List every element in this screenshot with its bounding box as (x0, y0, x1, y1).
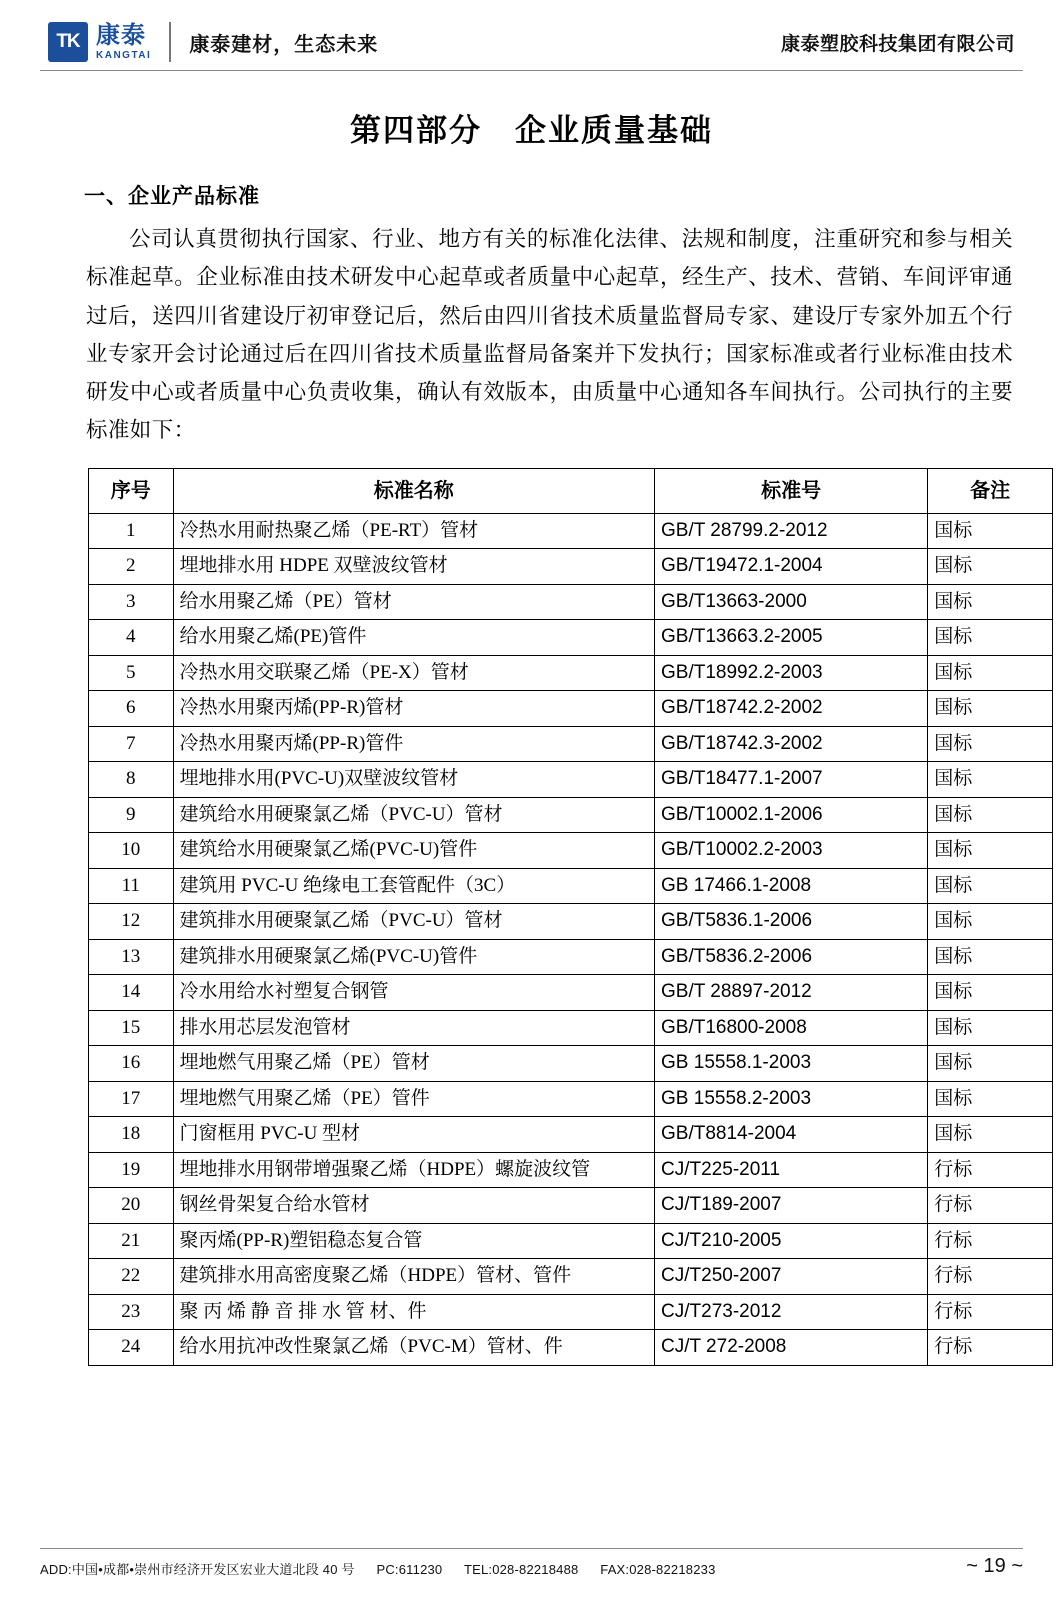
table-row (89, 691, 1053, 727)
table-cell-name: 埋地燃气用聚乙烯（PE）管件 (173, 1081, 654, 1117)
standards-table (88, 468, 1053, 1366)
table-cell-no: 16 (89, 1046, 174, 1082)
table-cell-note: 国标 (928, 655, 1053, 691)
table-cell-name: 聚丙烯(PP-R)塑铝稳态复合管 (173, 1223, 654, 1259)
table-cell-note: 国标 (928, 1081, 1053, 1117)
table-cell-code: GB/T8814-2004 (655, 1117, 928, 1153)
table-cell-note: 行标 (928, 1259, 1053, 1295)
column-header-code: 标准号 (655, 468, 928, 513)
table-cell-note: 国标 (928, 584, 1053, 620)
table-cell-note: 国标 (928, 904, 1053, 940)
table-cell-no: 21 (89, 1223, 174, 1259)
section-heading: 一、企业产品标准 (84, 185, 260, 208)
table-cell-name: 冷热水用耐热聚乙烯（PE-RT）管材 (173, 513, 654, 549)
table-cell-code: GB/T10002.2-2003 (655, 833, 928, 869)
standards-table-wrap (88, 468, 1011, 1366)
table-cell-name: 建筑用 PVC-U 绝缘电工套管配件（3C） (173, 868, 654, 904)
table-cell-note: 国标 (928, 939, 1053, 975)
table-cell-no: 1 (89, 513, 174, 549)
table-cell-name: 钢丝骨架复合给水管材 (173, 1188, 654, 1224)
table-cell-code: CJ/T 272-2008 (655, 1330, 928, 1366)
table-cell-code: GB 15558.2-2003 (655, 1081, 928, 1117)
table-cell-code: GB 15558.1-2003 (655, 1046, 928, 1082)
table-row (89, 1188, 1053, 1224)
page-header (40, 0, 1023, 71)
table-cell-note: 国标 (928, 797, 1053, 833)
table-cell-name: 埋地燃气用聚乙烯（PE）管材 (173, 1046, 654, 1082)
page-number: ~ 19 ~ (966, 1555, 1023, 1577)
table-cell-code: GB/T5836.2-2006 (655, 939, 928, 975)
logo-text (96, 21, 152, 61)
table-cell-name: 给水用聚乙烯(PE)管件 (173, 620, 654, 656)
header-company-name: 康泰塑胶科技集团有限公司 (780, 33, 1015, 55)
table-cell-no: 17 (89, 1081, 174, 1117)
table-cell-note: 国标 (928, 868, 1053, 904)
table-cell-no: 4 (89, 620, 174, 656)
table-cell-note: 行标 (928, 1223, 1053, 1259)
table-cell-name: 门窗框用 PVC-U 型材 (173, 1117, 654, 1153)
table-cell-no: 13 (89, 939, 174, 975)
table-cell-note: 国标 (928, 726, 1053, 762)
standards-table-body (89, 513, 1053, 1365)
table-cell-name: 给水用抗冲改性聚氯乙烯（PVC-M）管材、件 (173, 1330, 654, 1366)
table-cell-note: 国标 (928, 513, 1053, 549)
table-cell-name: 建筑排水用硬聚氯乙烯（PVC-U）管材 (173, 904, 654, 940)
table-cell-name: 埋地排水用钢带增强聚乙烯（HDPE）螺旋波纹管 (173, 1152, 654, 1188)
table-cell-note: 行标 (928, 1294, 1053, 1330)
table-cell-name: 冷水用给水衬塑复合钢管 (173, 975, 654, 1011)
table-cell-name: 埋地排水用(PVC-U)双壁波纹管材 (173, 762, 654, 798)
table-cell-note: 国标 (928, 1010, 1053, 1046)
table-row (89, 975, 1053, 1011)
table-cell-code: GB/T10002.1-2006 (655, 797, 928, 833)
table-row (89, 904, 1053, 940)
column-header-no: 序号 (89, 468, 174, 513)
table-cell-code: GB/T18742.3-2002 (655, 726, 928, 762)
table-cell-name: 给水用聚乙烯（PE）管材 (173, 584, 654, 620)
table-cell-code: GB/T13663-2000 (655, 584, 928, 620)
table-cell-code: CJ/T189-2007 (655, 1188, 928, 1224)
section-paragraph: 公司认真贯彻执行国家、行业、地方有关的标准化法律、法规和制度，注重研究和参与相关标准起草。企业标准由技术研发中心起草或者质量中心起草，经生产、技术、营销、车间评审通过后，送四川省建设厅初审登记后，然后由四川省技术质量监督局专家、建设厅专家外加五个行业专家开会讨论通过后在四川省技术质量监督局备案并下发执行；国家标准或者行业标准由技术研发中心或者质量中心负责收集，确认有效版本，由质量中心通知各车间执行。公司执行的主要标准如下： (86, 227, 1013, 443)
table-cell-code: GB/T18742.2-2002 (655, 691, 928, 727)
table-cell-note: 国标 (928, 975, 1053, 1011)
table-row (89, 1046, 1053, 1082)
table-cell-no: 23 (89, 1294, 174, 1330)
table-cell-no: 20 (89, 1188, 174, 1224)
table-cell-code: CJ/T273-2012 (655, 1294, 928, 1330)
table-cell-note: 行标 (928, 1152, 1053, 1188)
table-row (89, 726, 1053, 762)
table-cell-no: 3 (89, 584, 174, 620)
table-cell-no: 18 (89, 1117, 174, 1153)
table-row (89, 1294, 1053, 1330)
footer-address: ADD:中国•成都•崇州市经济开发区宏业大道北段 40 号 (40, 1562, 355, 1577)
table-cell-code: CJ/T210-2005 (655, 1223, 928, 1259)
logo-chinese-name: 康泰 (96, 21, 146, 49)
table-cell-name: 建筑排水用高密度聚乙烯（HDPE）管材、管件 (173, 1259, 654, 1295)
table-row (89, 939, 1053, 975)
column-header-name: 标准名称 (173, 468, 654, 513)
table-cell-note: 行标 (928, 1330, 1053, 1366)
table-cell-code: CJ/T225-2011 (655, 1152, 928, 1188)
table-header-row (89, 468, 1053, 513)
table-cell-note: 国标 (928, 549, 1053, 585)
column-header-note: 备注 (928, 468, 1053, 513)
footer-contact (40, 1559, 734, 1578)
table-cell-no: 22 (89, 1259, 174, 1295)
table-cell-no: 6 (89, 691, 174, 727)
table-cell-note: 国标 (928, 762, 1053, 798)
table-row (89, 1223, 1053, 1259)
table-cell-note: 国标 (928, 833, 1053, 869)
table-cell-no: 10 (89, 833, 174, 869)
logo-english-name: KANGTAI (96, 49, 152, 61)
table-cell-no: 7 (89, 726, 174, 762)
table-cell-note: 国标 (928, 1117, 1053, 1153)
company-logo (48, 22, 171, 62)
logo-mark-icon: TK (48, 22, 88, 62)
table-cell-note: 行标 (928, 1188, 1053, 1224)
table-cell-code: GB/T 28799.2-2012 (655, 513, 928, 549)
table-cell-no: 5 (89, 655, 174, 691)
table-row (89, 1330, 1053, 1366)
table-cell-name: 冷热水用交联聚乙烯（PE-X）管材 (173, 655, 654, 691)
footer-tel: TEL:028-82218488 (463, 1562, 579, 1577)
table-cell-no: 24 (89, 1330, 174, 1366)
footer-fax: FAX:028-82218233 (600, 1562, 716, 1577)
table-cell-no: 8 (89, 762, 174, 798)
table-row (89, 584, 1053, 620)
table-row (89, 1081, 1053, 1117)
page-title: 第四部分 企业质量基础 (350, 113, 713, 148)
table-cell-name: 建筑给水用硬聚氯乙烯（PVC-U）管材 (173, 797, 654, 833)
table-row (89, 868, 1053, 904)
table-cell-code: GB/T16800-2008 (655, 1010, 928, 1046)
table-cell-name: 建筑排水用硬聚氯乙烯(PVC-U)管件 (173, 939, 654, 975)
table-cell-note: 国标 (928, 620, 1053, 656)
table-row (89, 549, 1053, 585)
table-row (89, 797, 1053, 833)
table-cell-no: 14 (89, 975, 174, 1011)
table-row (89, 513, 1053, 549)
table-cell-no: 9 (89, 797, 174, 833)
table-cell-code: GB/T5836.1-2006 (655, 904, 928, 940)
header-left (48, 22, 378, 62)
table-cell-name: 埋地排水用 HDPE 双壁波纹管材 (173, 549, 654, 585)
table-row (89, 1259, 1053, 1295)
table-cell-note: 国标 (928, 1046, 1053, 1082)
table-cell-code: CJ/T250-2007 (655, 1259, 928, 1295)
table-row (89, 762, 1053, 798)
table-row (89, 1117, 1053, 1153)
table-cell-no: 19 (89, 1152, 174, 1188)
table-row (89, 655, 1053, 691)
table-cell-code: GB 17466.1-2008 (655, 868, 928, 904)
table-cell-name: 冷热水用聚丙烯(PP-R)管件 (173, 726, 654, 762)
table-cell-code: GB/T13663.2-2005 (655, 620, 928, 656)
table-row (89, 1010, 1053, 1046)
table-cell-code: GB/T 28897-2012 (655, 975, 928, 1011)
table-cell-code: GB/T19472.1-2004 (655, 549, 928, 585)
table-cell-name: 冷热水用聚丙烯(PP-R)管材 (173, 691, 654, 727)
table-cell-no: 12 (89, 904, 174, 940)
table-cell-name: 聚 丙 烯 静 音 排 水 管 材、件 (173, 1294, 654, 1330)
page-footer (40, 1548, 1023, 1578)
table-cell-name: 排水用芯层发泡管材 (173, 1010, 654, 1046)
table-cell-no: 11 (89, 868, 174, 904)
header-slogan: 康泰建材，生态未来 (189, 33, 379, 56)
table-cell-code: GB/T18992.2-2003 (655, 655, 928, 691)
table-cell-code: GB/T18477.1-2007 (655, 762, 928, 798)
footer-postcode: PC:611230 (376, 1562, 443, 1577)
table-cell-no: 15 (89, 1010, 174, 1046)
table-cell-note: 国标 (928, 691, 1053, 727)
table-cell-no: 2 (89, 549, 174, 585)
table-row (89, 620, 1053, 656)
table-cell-name: 建筑给水用硬聚氯乙烯(PVC-U)管件 (173, 833, 654, 869)
table-row (89, 833, 1053, 869)
table-row (89, 1152, 1053, 1188)
